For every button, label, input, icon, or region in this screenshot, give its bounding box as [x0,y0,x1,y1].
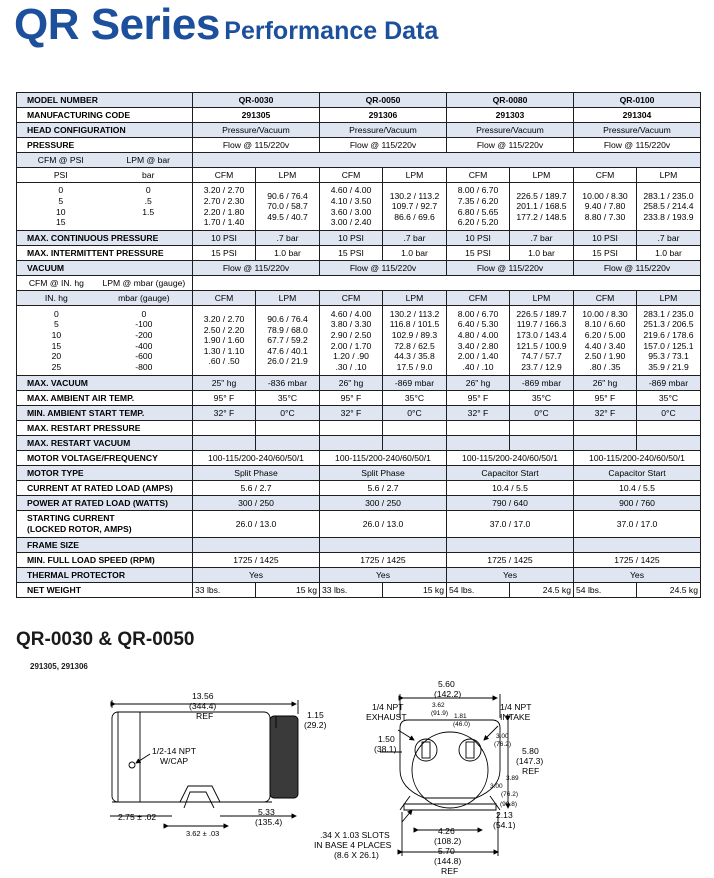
row-label: CURRENT AT RATED LOAD (AMPS) [17,481,193,496]
performance-table [16,92,701,598]
table-cell: 33 lbs. [320,583,383,598]
table-cell: 790 / 640 [447,496,574,511]
lpm-values: 226.5 / 189.7 119.7 / 166.3 173.0 / 143.4 121.5 / 100.9 74.7 / 57.7 23.7 / 12.9 [510,306,574,376]
row-label: VACUUM [17,261,193,276]
table-row [17,291,701,306]
table-cell: .7 bar [256,231,320,246]
col-head: LPM [637,168,701,183]
section-title: QR-0030 & QR-0050 [16,629,195,650]
dim-label: 3.89 [506,775,519,782]
table-cell: 54 lbs. [447,583,510,598]
dim-label: 3.00 [496,733,509,740]
table-cell [447,538,574,553]
row-label: STARTING CURRENT (LOCKED ROTOR, AMPS) [17,511,193,538]
table-row [17,108,701,123]
table-cell [510,436,574,451]
table-row [17,481,701,496]
table-cell: 10 PSI [447,231,510,246]
leader-line [402,810,412,822]
row-label: MODEL NUMBER [17,93,193,108]
table-cell: 1.0 bar [637,246,701,261]
units-label: LPM @ bar [126,154,171,165]
table-cell [447,436,510,451]
table-row [17,123,701,138]
row-label: MOTOR TYPE [17,466,193,481]
table-cell: 26.0 / 13.0 [193,511,320,538]
table-cell: 37.0 / 17.0 [574,511,701,538]
pump-head [270,716,298,798]
dim-label: 1.81 [454,713,467,720]
table-cell: 35°C [510,391,574,406]
cfm-values: 8.00 / 6.70 7.35 / 6.20 6.80 / 5.65 6.20 / 5.20 [447,183,510,231]
table-cell: 300 / 250 [193,496,320,511]
table-cell: Yes [574,568,701,583]
table-cell [383,421,447,436]
table-cell: 32° F [193,406,256,421]
table-cell: 32° F [320,406,383,421]
col-head: LPM [383,291,447,306]
table-cell: -869 mbar [637,376,701,391]
col-head: CFM [574,291,637,306]
dim-label: 2.75 ± .02 [118,812,157,822]
table-cell: 1725 / 1425 [320,553,447,568]
col-head: LPM [510,168,574,183]
units-label: CFM @ PSI [37,154,84,165]
table-cell: Capacitor Start [447,466,574,481]
table-cell: Capacitor Start [574,466,701,481]
table-cell: 26" hg [574,376,637,391]
table-cell: -869 mbar [383,376,447,391]
dim-label: REF [522,766,540,776]
table-cell: 100-115/200-240/60/50/1 [193,451,320,466]
lpm-values: 90.6 / 76.4 78.9 / 68.0 67.7 / 59.2 47.6 / 40.1 26.0 / 21.9 [256,306,320,376]
table-cell: 10.4 / 5.5 [447,481,574,496]
units-cell [17,153,193,168]
cfm-values: 8.00 / 6.70 6.40 / 5.30 4.80 / 4.00 3.40 / 2.80 2.00 / 1.40 .40 / .10 [447,306,510,376]
units-label: bar [142,169,155,180]
row-label: MAX. CONTINUOUS PRESSURE [17,231,193,246]
units-cell [17,291,193,306]
row-label: MOTOR VOLTAGE/FREQUENCY [17,451,193,466]
table-cell: 291306 [320,108,447,123]
row-label: MAX. RESTART VACUUM [17,436,193,451]
dim-label: .34 X 1.03 SLOTS [320,830,390,840]
table-cell [510,421,574,436]
table-row [17,261,701,276]
cfm-values: 3.20 / 2.70 2.50 / 2.20 1.90 / 1.60 1.30 / 1.10 .60 / .50 [193,306,256,376]
series-subtitle: Performance Data [224,17,439,45]
table-row [17,553,701,568]
dim-label: (98.8) [500,801,517,808]
dim-label: (142.2) [434,689,462,699]
row-label: MIN. FULL LOAD SPEED (RPM) [17,553,193,568]
cap-port [129,762,135,768]
table-cell: 1725 / 1425 [574,553,701,568]
blank-cell [193,276,701,291]
dim-label: 1/4 NPT [500,702,532,712]
units-cell [17,306,193,376]
dim-label: (147.3) [516,756,544,766]
motor-body [112,712,270,802]
table-row [17,511,701,538]
model-cell: QR-0100 [574,93,701,108]
psi-values: 0 5 10 15 [55,185,66,228]
lpm-values: 226.5 / 189.7 201.1 / 168.5 177.2 / 148.5 [510,183,574,231]
table-cell [637,421,701,436]
table-cell: 1725 / 1425 [447,553,574,568]
table-row [17,421,701,436]
table-row [17,93,701,108]
col-head: LPM [256,168,320,183]
col-head: CFM [193,291,256,306]
table-cell [256,421,320,436]
dim-label: 3.62 [432,702,445,709]
dim-label: (54.1) [493,820,516,830]
table-cell: 10 PSI [193,231,256,246]
table-row [17,436,701,451]
table-row [17,538,701,553]
dim-label: (76.2) [494,741,511,748]
row-label: MAX. AMBIENT AIR TEMP. [17,391,193,406]
table-cell: 1.0 bar [383,246,447,261]
table-cell: Flow @ 115/220v [447,261,574,276]
table-cell: .7 bar [383,231,447,246]
table-cell: 0°C [256,406,320,421]
dim-label: 5.33 [258,807,275,817]
table-cell: 1.0 bar [256,246,320,261]
cfm-values: 10.00 / 8.30 8.10 / 6.60 6.20 / 5.00 4.40 / 3.40 2.50 / 1.90 .80 / .35 [574,306,637,376]
cfm-values: 10.00 / 8.30 9.40 / 7.80 8.80 / 7.30 [574,183,637,231]
row-label: FRAME SIZE [17,538,193,553]
dim-label: 4.26 [438,826,455,836]
dimension-drawing [0,670,714,878]
table-cell: 25" hg [193,376,256,391]
table-cell: 100-115/200-240/60/50/1 [320,451,447,466]
lpm-values: 283.1 / 235.0 258.5 / 214.4 233.8 / 193.9 [637,183,701,231]
lpm-values: 130.2 / 113.2 109.7 / 92.7 86.6 / 69.6 [383,183,447,231]
lpm-values: 90.6 / 76.4 70.0 / 58.7 49.5 / 40.7 [256,183,320,231]
col-head: CFM [447,291,510,306]
table-cell: 24.5 kg [510,583,574,598]
table-row [17,246,701,261]
table-cell: 54 lbs. [574,583,637,598]
dim-label: 1.50 [378,734,395,744]
table-cell: -869 mbar [510,376,574,391]
cfm-values: 4.60 / 4.00 4.10 / 3.50 3.60 / 3.00 3.00 / 2.40 [320,183,383,231]
table-cell [193,421,256,436]
table-cell: Yes [193,568,320,583]
table-cell: 0°C [510,406,574,421]
table-cell: 15 PSI [193,246,256,261]
table-cell: 0°C [637,406,701,421]
table-cell [383,436,447,451]
dim-label: 5.70 [438,846,455,856]
bar-values: 0 .5 1.5 [142,185,155,217]
row-label: MIN. AMBIENT START TEMP. [17,406,193,421]
col-head: LPM [383,168,447,183]
table-cell: 291305 [193,108,320,123]
dim-label: (46.0) [453,721,470,728]
col-head: CFM [320,168,383,183]
units-label: PSI [53,169,68,180]
table-row [17,153,701,168]
table-cell: 26.0 / 13.0 [320,511,447,538]
page-title [14,0,438,50]
table-cell: Split Phase [320,466,447,481]
mount-foot-inner [184,792,214,808]
table-cell: 900 / 760 [574,496,701,511]
port-slot [466,742,474,758]
table-cell [574,421,637,436]
row-label: HEAD CONFIGURATION [17,123,193,138]
dim-label: 5.60 [438,679,455,689]
table-cell: 95° F [193,391,256,406]
col-head: LPM [510,291,574,306]
units-cell [17,183,193,231]
units-label: CFM @ IN. hg [28,277,84,288]
table-cell: Yes [320,568,447,583]
table-row [17,496,701,511]
dim-label: 5.80 [522,746,539,756]
dim-label: 3.00 [490,783,503,790]
table-row [17,183,701,231]
table-cell: 15 PSI [320,246,383,261]
table-cell: 1725 / 1425 [193,553,320,568]
dim-label: REF [441,866,459,876]
table-row [17,231,701,246]
table-cell: 15 kg [256,583,320,598]
table-row [17,406,701,421]
table-cell: Split Phase [193,466,320,481]
table-cell: 1.0 bar [510,246,574,261]
table-cell [320,538,447,553]
table-cell: Pressure/Vacuum [320,123,447,138]
table-cell: 32° F [574,406,637,421]
units-cell [17,276,193,291]
base-plate [404,804,496,810]
row-label: MAX. INTERMITTENT PRESSURE [17,246,193,261]
col-head: CFM [447,168,510,183]
foot-line [490,796,500,810]
row-label: NET WEIGHT [17,583,193,598]
units-label: mbar (gauge) [118,292,170,303]
table-cell: 24.5 kg [637,583,701,598]
table-cell: Flow @ 115/220v [193,138,320,153]
units-label: IN. hg [44,292,68,303]
row-label: PRESSURE [17,138,193,153]
dim-label: REF [196,711,214,721]
table-cell: 5.6 / 2.7 [193,481,320,496]
table-cell [447,421,510,436]
row-label: MAX. RESTART PRESSURE [17,421,193,436]
mbar-values: 0 -100 -200 -400 -600 -800 [135,308,153,372]
col-head: LPM [256,291,320,306]
table-cell [320,421,383,436]
table-cell: 95° F [574,391,637,406]
leader-line [136,754,150,763]
dim-label: EXHAUST [366,712,407,722]
units-label: LPM @ mbar (gauge) [102,277,186,288]
col-head: LPM [637,291,701,306]
table-cell [193,436,256,451]
table-cell: 10.4 / 5.5 [574,481,701,496]
port-slot [422,742,430,758]
table-row [17,168,701,183]
row-label: POWER AT RATED LOAD (WATTS) [17,496,193,511]
table-cell: 95° F [447,391,510,406]
dim-label: 13.56 [192,691,214,701]
table-row [17,376,701,391]
row-label: MAX. VACUUM [17,376,193,391]
table-cell: 26" hg [320,376,383,391]
dim-label: 1/2-14 NPT [152,746,196,756]
table-cell: -836 mbar [256,376,320,391]
table-row [17,306,701,376]
model-cell: QR-0030 [193,93,320,108]
table-cell: 33 lbs. [193,583,256,598]
dim-label: (108.2) [434,836,462,846]
col-head: CFM [574,168,637,183]
table-cell: 291304 [574,108,701,123]
dim-label: 1.15 [307,710,324,720]
table-cell: 5.6 / 2.7 [320,481,447,496]
table-cell: 300 / 250 [320,496,447,511]
table-cell [193,538,320,553]
inhg-values: 0 5 10 15 20 25 [51,308,62,372]
table-cell: .7 bar [510,231,574,246]
table-cell: Flow @ 115/220v [574,261,701,276]
dim-label: (29.2) [304,720,327,730]
table-cell: 100-115/200-240/60/50/1 [447,451,574,466]
cfm-values: 3.20 / 2.70 2.70 / 2.30 2.20 / 1.80 1.70 / 1.40 [193,183,256,231]
table-cell: Pressure/Vacuum [193,123,320,138]
cfm-values: 4.60 / 4.00 3.80 / 3.30 2.90 / 2.50 2.00 / 1.70 1.20 / .90 .30 / .10 [320,306,383,376]
table-cell [256,436,320,451]
table-cell: 37.0 / 17.0 [447,511,574,538]
table-cell: Flow @ 115/220v [447,138,574,153]
table-cell: Flow @ 115/220v [574,138,701,153]
table-row [17,138,701,153]
table-cell: 32° F [447,406,510,421]
dim-label: (344.4) [189,701,217,711]
part-numbers: 291305, 291306 [30,662,88,671]
dim-label: W/CAP [160,756,189,766]
table-cell: 15 PSI [574,246,637,261]
table-row [17,451,701,466]
dim-label: (8.6 X 26.1) [334,850,379,860]
table-cell: 15 kg [383,583,447,598]
dim-label: (135.4) [255,817,283,827]
table-cell [574,538,701,553]
table-row [17,276,701,291]
dim-label: 3.62 ± .03 [186,829,220,838]
table-cell: .7 bar [637,231,701,246]
table-cell: 35°C [383,391,447,406]
blank-cell [193,153,701,168]
model-cell: QR-0080 [447,93,574,108]
table-cell: 15 PSI [447,246,510,261]
table-cell [637,436,701,451]
dim-label: INTAKE [500,712,531,722]
table-row [17,568,701,583]
table-cell: 291303 [447,108,574,123]
table-cell: Flow @ 115/220v [193,261,320,276]
row-label: THERMAL PROTECTOR [17,568,193,583]
table-cell: 10 PSI [574,231,637,246]
table-cell [574,436,637,451]
table-cell [320,436,383,451]
table-row [17,583,701,598]
table-cell: Yes [447,568,574,583]
series-title: QR Series [14,0,220,49]
dim-label: IN BASE 4 PLACES [314,840,392,850]
table-row [17,466,701,481]
table-cell: Pressure/Vacuum [574,123,701,138]
col-head: CFM [193,168,256,183]
lpm-values: 283.1 / 235.0 251.3 / 206.5 219.6 / 178.6 157.0 / 125.1 95.3 / 73.1 35.9 / 21.9 [637,306,701,376]
model-cell: QR-0050 [320,93,447,108]
mount-foot [180,786,220,802]
dim-label: 1/4 NPT [372,702,404,712]
dim-label: (144.8) [434,856,462,866]
col-head: CFM [320,291,383,306]
dim-label: 2.13 [496,810,513,820]
foot-line [400,796,410,810]
table-cell: 0°C [383,406,447,421]
row-label: MANUFACTURING CODE [17,108,193,123]
table-cell: 100-115/200-240/60/50/1 [574,451,701,466]
table-row [17,391,701,406]
units-cell [17,168,193,183]
table-cell: 95° F [320,391,383,406]
dim-label: (38.1) [374,744,397,754]
table-cell: 26" hg [447,376,510,391]
table-cell: Flow @ 115/220v [320,138,447,153]
dim-label: (76.2) [501,791,518,798]
table-cell: Pressure/Vacuum [447,123,574,138]
motor-outline [412,732,488,808]
table-cell: 10 PSI [320,231,383,246]
dim-label: (91.9) [431,710,448,717]
lpm-values: 130.2 / 113.2 116.8 / 101.5 102.9 / 89.3 72.8 / 62.5 44.3 / 35.8 17.5 / 9.0 [383,306,447,376]
table-cell: Flow @ 115/220v [320,261,447,276]
table-cell: 35°C [256,391,320,406]
table-cell: 35°C [637,391,701,406]
